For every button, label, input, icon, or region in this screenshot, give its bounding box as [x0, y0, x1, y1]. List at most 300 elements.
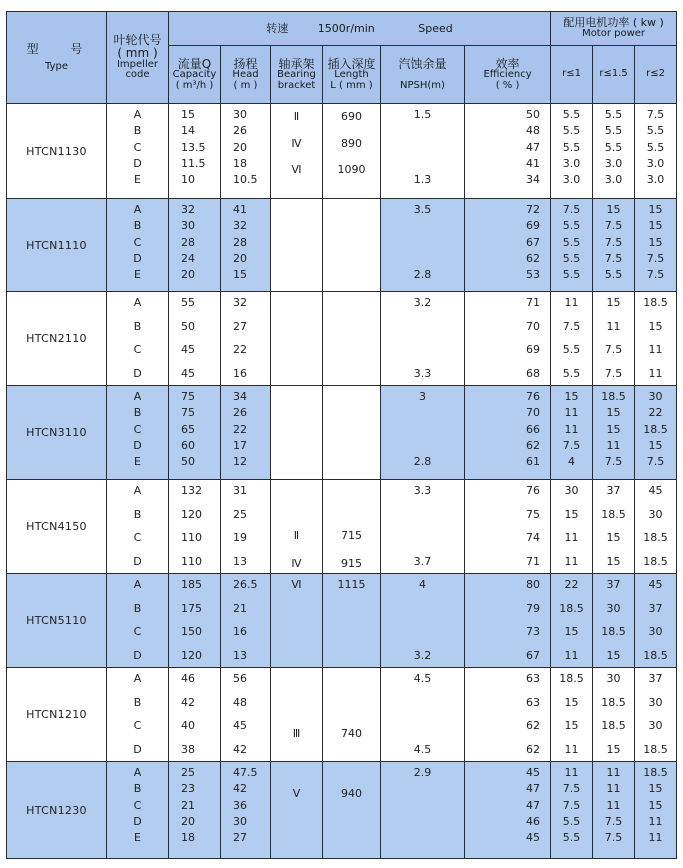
- speed-header-en: Speed: [418, 21, 453, 35]
- motor-r2-value: 5.5: [646, 141, 665, 154]
- efficiency-lines: [465, 762, 550, 858]
- motor-r1-value: 15: [564, 696, 579, 709]
- npsh-lines: [381, 480, 464, 573]
- type-cell: [7, 762, 107, 859]
- insertion-length-cell: [323, 762, 381, 859]
- head-value: 36: [233, 799, 247, 812]
- motor-r15-lines: [593, 668, 634, 761]
- motor-r2-value: 11: [648, 815, 663, 828]
- capacity-value: 42: [181, 696, 195, 709]
- type-value: HTCN2110: [26, 332, 87, 345]
- speed-header: [169, 12, 551, 46]
- capacity-cell: [169, 292, 221, 386]
- motor-r15-value: 11: [606, 782, 621, 795]
- impeller-code-value: D: [133, 367, 142, 380]
- bearing-bracket-value: Ⅳ: [291, 557, 302, 570]
- insertion-length-lines: [323, 292, 380, 385]
- motor-r1-value: 11: [564, 296, 579, 309]
- motor-r2-value: 7.5: [646, 268, 665, 281]
- motor-r2-value: 18.5: [643, 423, 668, 436]
- head-header-unit: ( m ): [233, 79, 258, 91]
- head-lines: [221, 386, 270, 479]
- head-lines: [221, 668, 270, 761]
- motor-r15-cell: [593, 574, 635, 668]
- head-value: 17: [233, 439, 247, 452]
- motor-r2-value: 30: [648, 719, 663, 732]
- motor-r15-lines: [593, 104, 634, 198]
- motor-r15-cell: [593, 668, 635, 762]
- speed-header-cn: 转速: [266, 21, 289, 35]
- capacity-value: 132: [181, 484, 202, 497]
- capacity-cell: [169, 574, 221, 668]
- impeller-code-value: B: [133, 508, 142, 521]
- impeller-code-value: E: [134, 455, 141, 468]
- motor-r15-value: 18.5: [601, 625, 626, 638]
- bearing-bracket-lines: [271, 668, 322, 761]
- motor-r15-cell: [593, 762, 635, 859]
- impeller-code-value: A: [133, 203, 142, 216]
- motor-r15-value: 7.5: [604, 343, 623, 356]
- head-value: 42: [233, 782, 247, 795]
- motor-r2-value: 30: [648, 625, 663, 638]
- efficiency-cell: [465, 574, 551, 668]
- motor-r1-value: 18.5: [559, 602, 584, 615]
- motor-r1-value: 5.5: [562, 831, 581, 844]
- motor-r15-value: 7.5: [604, 455, 623, 468]
- capacity-value: 150: [181, 625, 202, 638]
- impeller-code-cell: [107, 199, 169, 292]
- capacity-cell: [169, 199, 221, 292]
- motor-r1-cell: [551, 762, 593, 859]
- motor-r1-value: 15: [564, 719, 579, 732]
- motor-r2-lines: [635, 292, 676, 385]
- impeller-code-value: C: [133, 625, 142, 638]
- type-value: HTCN1130: [26, 144, 87, 158]
- impeller-code-value: A: [133, 672, 142, 685]
- head-value: 25: [233, 508, 247, 521]
- impeller-code-value: C: [133, 423, 142, 436]
- motor-r2-value: 18.5: [643, 531, 668, 544]
- motor-r2-value: 18.5: [643, 766, 668, 779]
- impeller-code-value: C: [133, 799, 142, 812]
- efficiency-value: 69: [526, 219, 541, 232]
- table-row: [7, 762, 677, 859]
- impeller-code-lines: [107, 386, 168, 479]
- efficiency-value: 45: [526, 766, 541, 779]
- bearing-bracket-value: Ⅵ: [291, 163, 302, 176]
- head-value: 26: [233, 406, 247, 419]
- motor-r15-value: 7.5: [604, 831, 623, 844]
- type-value: HTCN1230: [26, 803, 87, 817]
- head-cell: [221, 480, 271, 574]
- motor-r15-value: 11: [606, 439, 621, 452]
- efficiency-value: 75: [526, 508, 541, 521]
- motor-r1-value: 11: [564, 423, 579, 436]
- bearing-bracket-value: Ⅵ: [291, 578, 302, 591]
- motor-r15-value: 7.5: [604, 815, 623, 828]
- impeller-code-value: D: [133, 815, 142, 828]
- motor-r1-value: 22: [564, 578, 579, 591]
- motor-r2-value: 30: [648, 390, 663, 403]
- motor-r15-value: 3.0: [604, 157, 623, 170]
- efficiency-lines: [465, 480, 550, 573]
- insertion-length-value: 915: [341, 557, 362, 570]
- impeller-code-value: D: [133, 252, 142, 265]
- head-value: 20: [233, 141, 247, 154]
- pump-group: [7, 292, 677, 386]
- capacity-value: 120: [181, 649, 202, 662]
- bearing-bracket-cell: [271, 199, 323, 292]
- motor-r1-lines: [551, 668, 592, 761]
- capacity-value: 28: [181, 236, 195, 249]
- impeller-code-value: B: [133, 219, 142, 232]
- head-value: 22: [233, 423, 247, 436]
- capacity-value: 10: [181, 173, 195, 186]
- capacity-value: 25: [181, 766, 195, 779]
- impeller-code-cell: [107, 386, 169, 480]
- efficiency-value: 47: [526, 799, 541, 812]
- capacity-value: 13.5: [181, 141, 206, 154]
- length-header-unit: L ( mm ): [330, 79, 373, 91]
- motor-r2-cell: [635, 386, 677, 480]
- efficiency-value: 76: [526, 484, 541, 497]
- motor-r2-value: 30: [648, 508, 663, 521]
- npsh-value: 4.5: [413, 672, 432, 685]
- efficiency-value: 62: [526, 719, 541, 732]
- motor-r2-value: 3.0: [646, 173, 665, 186]
- motor-r2-value: 7.5: [646, 108, 665, 121]
- motor-r1-value: 15: [564, 625, 579, 638]
- motor-r15-cell: [593, 480, 635, 574]
- motor-r15-value: 11: [606, 799, 621, 812]
- efficiency-value: 48: [526, 124, 541, 137]
- motor-r15-lines: [593, 480, 634, 573]
- motor-r2-value: 15: [648, 320, 663, 333]
- bearing-bracket-lines: [271, 104, 322, 198]
- head-lines: [221, 762, 270, 858]
- bearing-header-cn: 轴承架: [278, 56, 315, 71]
- motor-r1-value: 5.5: [562, 236, 581, 249]
- motor-r15-value: 15: [606, 203, 621, 216]
- head-value: 48: [233, 696, 247, 709]
- bearing-bracket-value: Ⅱ: [293, 110, 300, 123]
- r15-header: [593, 46, 635, 104]
- motor-r1-value: 7.5: [562, 320, 581, 333]
- head-value: 16: [233, 367, 247, 380]
- npsh-cell: [381, 104, 465, 199]
- pump-group: [7, 762, 677, 859]
- type-header-en: Type: [45, 60, 68, 72]
- motor-r2-value: 45: [648, 578, 663, 591]
- motor-r2-value: 18.5: [643, 555, 668, 568]
- npsh-lines: [381, 386, 464, 479]
- motor-r15-cell: [593, 199, 635, 292]
- insertion-length-value: 940: [341, 787, 362, 800]
- motor-r2-cell: [635, 199, 677, 292]
- motor-r15-value: 7.5: [604, 219, 623, 232]
- efficiency-cell: [465, 104, 551, 199]
- motor-r2-cell: [635, 668, 677, 762]
- motor-r2-value: 5.5: [646, 124, 665, 137]
- bearing-header-en: Bearing: [277, 69, 316, 81]
- r2-header: [635, 46, 677, 104]
- capacity-value: 15: [181, 108, 195, 121]
- insertion-length-cell: [323, 292, 381, 386]
- impeller-code-cell: [107, 762, 169, 859]
- bearing-bracket-cell: [271, 762, 323, 859]
- impeller-code-value: E: [134, 268, 141, 281]
- head-value: 20: [233, 252, 247, 265]
- type-header: [7, 12, 107, 104]
- type-cell: [7, 480, 107, 574]
- insertion-length-lines: [323, 104, 380, 198]
- motor-r1-value: 11: [564, 531, 579, 544]
- impeller-code-value: D: [133, 555, 142, 568]
- capacity-value: 45: [181, 367, 195, 380]
- npsh-lines: [381, 668, 464, 761]
- capacity-cell: [169, 480, 221, 574]
- head-lines: [221, 199, 270, 291]
- npsh-value: 4: [419, 578, 426, 591]
- bearing-bracket-cell: [271, 292, 323, 386]
- efficiency-header: [465, 46, 551, 104]
- impeller-code-value: B: [133, 320, 142, 333]
- motor-r1-value: 3.0: [562, 173, 581, 186]
- table-row: [7, 574, 677, 668]
- type-value: HTCN3110: [26, 426, 87, 439]
- impeller-code-lines: [107, 762, 168, 858]
- efficiency-value: 34: [526, 173, 541, 186]
- efficiency-lines: [465, 199, 550, 291]
- npsh-value: 4.5: [413, 743, 432, 756]
- motor-r15-lines: [593, 292, 634, 385]
- motor-r1-value: 5.5: [562, 124, 581, 137]
- motor-r1-value: 7.5: [562, 203, 581, 216]
- motor-r2-value: 15: [648, 782, 663, 795]
- length-header-cn: 插入深度: [327, 56, 376, 71]
- motor-r15-value: 3.0: [604, 173, 623, 186]
- motor-r2-cell: [635, 762, 677, 859]
- impeller-code-value: D: [133, 157, 142, 170]
- head-lines: [221, 104, 270, 198]
- motor-r15-value: 15: [606, 296, 621, 309]
- head-value: 27: [233, 320, 247, 333]
- motor-r1-lines: [551, 199, 592, 291]
- efficiency-value: 46: [526, 815, 541, 828]
- bearing-bracket-value: Ⅱ: [293, 529, 300, 542]
- bearing-bracket-cell: [271, 104, 323, 199]
- capacity-value: 46: [181, 672, 195, 685]
- impeller-code-value: A: [133, 108, 142, 121]
- insertion-length-value: 1115: [337, 578, 366, 591]
- npsh-lines: [381, 292, 464, 385]
- impeller-code-cell: [107, 480, 169, 574]
- bearing-bracket-lines: [271, 199, 322, 291]
- npsh-cell: [381, 480, 465, 574]
- insertion-length-cell: [323, 386, 381, 480]
- head-header-cn: 扬程: [233, 56, 258, 71]
- motor-r1-cell: [551, 104, 593, 199]
- efficiency-cell: [465, 199, 551, 292]
- motor-r1-lines: [551, 574, 592, 667]
- motor-r1-cell: [551, 386, 593, 480]
- bearing-bracket-value: Ⅲ: [292, 727, 301, 740]
- impeller-header: [107, 12, 169, 104]
- insertion-length-cell: [323, 104, 381, 199]
- capacity-lines: [169, 386, 220, 479]
- npsh-cell: [381, 199, 465, 292]
- insertion-length-lines: [323, 668, 380, 761]
- motor-header-cn: 配用电机功率 ( kw ): [563, 16, 664, 30]
- insertion-length-value: 690: [341, 110, 362, 123]
- efficiency-value: 53: [526, 268, 541, 281]
- motor-r2-value: 15: [648, 799, 663, 812]
- pump-group: [7, 480, 677, 574]
- head-lines: [221, 292, 270, 385]
- impeller-code-value: D: [133, 439, 142, 452]
- head-value: 10.5: [233, 173, 258, 186]
- head-cell: [221, 199, 271, 292]
- motor-r15-value: 15: [606, 531, 621, 544]
- length-header-en: Length: [334, 69, 369, 81]
- impeller-code-value: B: [133, 406, 142, 419]
- motor-r2-cell: [635, 292, 677, 386]
- head-value: 27: [233, 831, 247, 844]
- head-value: 30: [233, 815, 247, 828]
- head-value: 30: [233, 108, 247, 121]
- head-value: 18: [233, 157, 247, 170]
- table-row: [7, 480, 677, 574]
- impeller-code-value: A: [133, 484, 142, 497]
- npsh-value: 3.2: [413, 296, 432, 309]
- head-cell: [221, 292, 271, 386]
- motor-r15-value: 5.5: [604, 268, 623, 281]
- motor-r2-value: 18.5: [643, 743, 668, 756]
- motor-r1-cell: [551, 199, 593, 292]
- type-cell: [7, 292, 107, 386]
- efficiency-value: 69: [526, 343, 541, 356]
- capacity-value: 55: [181, 296, 195, 309]
- capacity-header-en: Capacity: [172, 69, 217, 81]
- impeller-code-cell: [107, 574, 169, 668]
- insertion-length-value: 715: [341, 529, 362, 542]
- r1-header: [551, 46, 593, 104]
- capacity-lines: [169, 104, 220, 198]
- r2-header-label: r≤2: [646, 68, 665, 80]
- impeller-code-lines: [107, 199, 168, 291]
- motor-r15-lines: [593, 574, 634, 667]
- motor-r2-value: 22: [648, 406, 663, 419]
- capacity-lines: [169, 199, 220, 291]
- motor-r15-value: 15: [606, 649, 621, 662]
- motor-r15-value: 7.5: [604, 252, 623, 265]
- motor-r2-value: 3.0: [646, 157, 665, 170]
- capacity-value: 120: [181, 508, 202, 521]
- motor-r15-value: 15: [606, 406, 621, 419]
- npsh-value: 1.5: [413, 108, 432, 121]
- capacity-value: 60: [181, 439, 195, 452]
- efficiency-value: 73: [526, 625, 541, 638]
- insertion-length-value: 890: [341, 137, 362, 150]
- motor-r1-lines: [551, 292, 592, 385]
- efficiency-header-unit: ( % ): [495, 79, 520, 91]
- bearing-bracket-lines: [271, 762, 322, 858]
- head-value: 12: [233, 455, 247, 468]
- insertion-length-lines: [323, 574, 380, 667]
- efficiency-value: 67: [526, 236, 541, 249]
- head-cell: [221, 762, 271, 859]
- capacity-lines: [169, 480, 220, 573]
- motor-r2-value: 11: [648, 343, 663, 356]
- motor-r15-value: 18.5: [601, 508, 626, 521]
- motor-r2-value: 15: [648, 236, 663, 249]
- bearing-bracket-value: Ⅳ: [291, 137, 302, 150]
- head-lines: [221, 574, 270, 667]
- impeller-code-lines: [107, 668, 168, 761]
- npsh-value: 2.8: [413, 455, 432, 468]
- motor-r2-lines: [635, 104, 676, 198]
- npsh-cell: [381, 668, 465, 762]
- head-lines: [221, 480, 270, 573]
- type-cell: [7, 668, 107, 762]
- insertion-length-cell: [323, 480, 381, 574]
- type-value: HTCN1210: [26, 708, 87, 721]
- motor-r2-cell: [635, 574, 677, 668]
- npsh-value: 3.3: [413, 484, 432, 497]
- npsh-value: 3.2: [413, 649, 432, 662]
- motor-r15-value: 18.5: [601, 390, 626, 403]
- motor-r1-value: 11: [564, 555, 579, 568]
- impeller-code-cell: [107, 668, 169, 762]
- bearing-bracket-value: Ⅴ: [292, 787, 301, 800]
- capacity-value: 20: [181, 815, 195, 828]
- motor-r2-value: 30: [648, 696, 663, 709]
- npsh-value: 2.9: [413, 766, 432, 779]
- efficiency-cell: [465, 386, 551, 480]
- efficiency-value: 71: [526, 296, 541, 309]
- impeller-code-lines: [107, 104, 168, 198]
- capacity-cell: [169, 668, 221, 762]
- type-header-cn: 型 号: [26, 41, 97, 56]
- capacity-header: [169, 46, 221, 104]
- npsh-header-en: NPSH(m): [400, 79, 445, 91]
- head-value: 19: [233, 531, 247, 544]
- pump-group: [7, 574, 677, 668]
- capacity-lines: [169, 668, 220, 761]
- impeller-header-cn: 叶轮代号: [113, 33, 162, 48]
- insertion-length-cell: [323, 668, 381, 762]
- head-value: 32: [233, 219, 247, 232]
- motor-r15-value: 37: [606, 484, 621, 497]
- insertion-length-lines: [323, 480, 380, 573]
- bearing-header-en2: bracket: [277, 79, 316, 91]
- capacity-value: 20: [181, 268, 195, 281]
- impeller-header-unit: ( mm ): [117, 46, 158, 60]
- motor-r2-value: 37: [648, 602, 663, 615]
- bearing-bracket-lines: [271, 574, 322, 667]
- capacity-value: 24: [181, 252, 195, 265]
- capacity-value: 11.5: [181, 157, 206, 170]
- motor-r1-value: 11: [564, 766, 579, 779]
- motor-r2-lines: [635, 762, 676, 858]
- efficiency-cell: [465, 292, 551, 386]
- head-cell: [221, 574, 271, 668]
- efficiency-value: 50: [526, 108, 541, 121]
- motor-r15-cell: [593, 104, 635, 199]
- capacity-value: 40: [181, 719, 195, 732]
- head-value: 47.5: [233, 766, 258, 779]
- head-value: 45: [233, 719, 247, 732]
